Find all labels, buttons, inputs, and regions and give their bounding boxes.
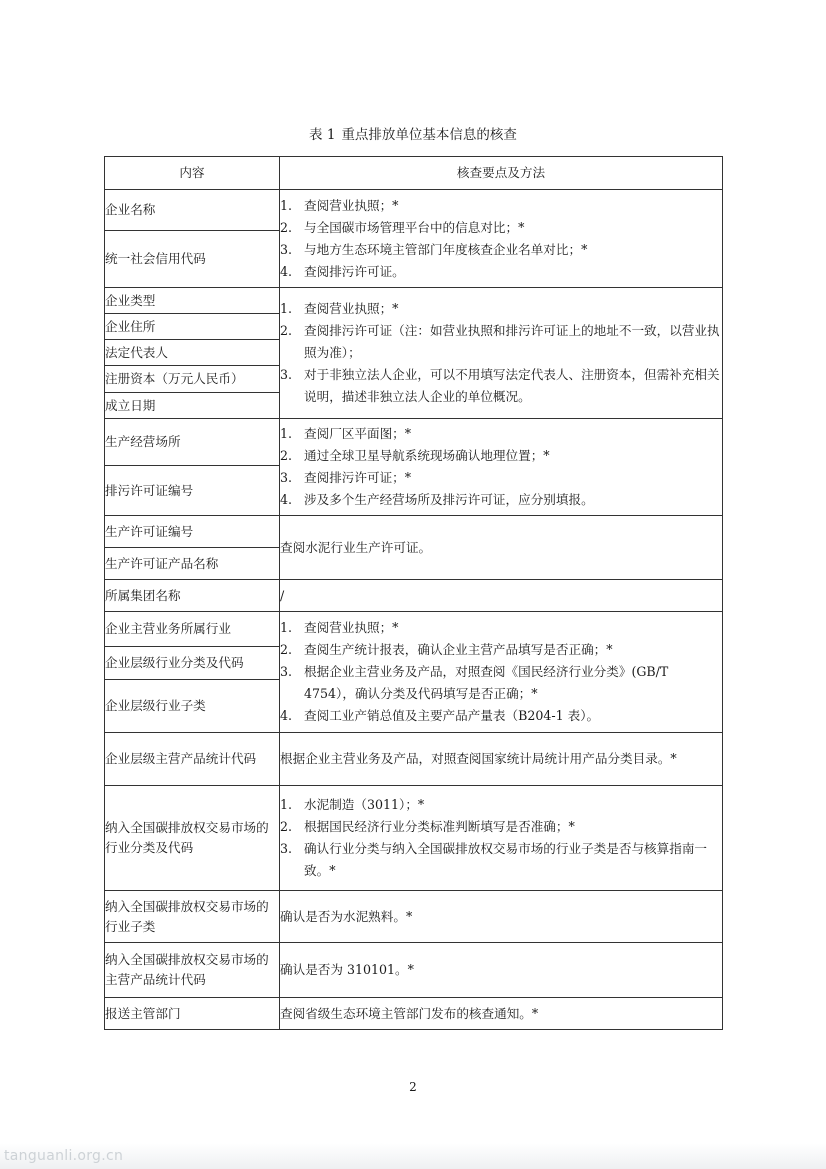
- item-text: 查阅生产统计报表，确认企业主营产品填写是否正确；*: [304, 642, 613, 657]
- item-number: 4.: [280, 263, 293, 279]
- method-cell-g8: [280, 786, 723, 891]
- method-item: [280, 816, 722, 838]
- method-item: [280, 261, 722, 283]
- item-number: 2.: [280, 219, 293, 235]
- header-content: 内容: [105, 157, 280, 190]
- method-item: [280, 217, 722, 239]
- method-item: [280, 423, 722, 445]
- row-label-pollutant-permit-no: 排污许可证编号: [105, 466, 280, 516]
- table-number: 表 1: [309, 127, 336, 143]
- table-title: 重点排放单位基本信息的核查: [341, 127, 517, 143]
- row-label-production-permit-product: 生产许可证产品名称: [105, 548, 280, 580]
- method-cell-g11: 查阅省级生态环境主管部门发布的核查通知。*: [280, 998, 723, 1030]
- item-text: 查阅排污许可证。: [304, 263, 405, 279]
- item-number: 3.: [280, 367, 293, 382]
- item-number: 3.: [280, 241, 293, 257]
- table-row: [105, 891, 723, 943]
- method-cell-g7: 根据企业主营业务及产品，对照查阅国家统计局统计用产品分类目录。*: [280, 733, 723, 786]
- item-number: 1.: [280, 426, 293, 441]
- header-method: 核查要点及方法: [280, 157, 723, 190]
- method-item: [280, 705, 722, 727]
- method-item: [280, 489, 722, 511]
- item-number: 3.: [280, 841, 293, 856]
- row-label-company-address: 企业住所: [105, 314, 280, 340]
- row-label-credit-code: 统一社会信用代码: [105, 231, 280, 288]
- method-cell-g3: [280, 419, 723, 516]
- method-item: [280, 364, 722, 408]
- table-row: [105, 943, 723, 998]
- item-number: 1.: [280, 197, 293, 213]
- row-label-carbon-market-industry-sub: 纳入全国碳排放权交易市场的行业子类: [105, 891, 280, 943]
- item-number: 4.: [280, 708, 293, 723]
- item-number: 2.: [280, 323, 293, 338]
- row-label-production-site: 生产经营场所: [105, 419, 280, 466]
- row-label-main-product-stat-code: 企业层级主营产品统计代码: [105, 733, 280, 786]
- row-label-main-business-industry: 企业主营业务所属行业: [105, 612, 280, 647]
- method-item: [280, 617, 722, 639]
- method-item: [280, 445, 722, 467]
- method-item: [280, 298, 722, 320]
- row-label-group-name: 所属集团名称: [105, 580, 280, 612]
- item-text: 查阅营业执照；*: [304, 301, 399, 316]
- item-text: 查阅排污许可证；*: [304, 470, 412, 485]
- item-number: 1.: [280, 301, 293, 316]
- method-item: [280, 838, 722, 882]
- watermark-text: tanguanli.org.cn: [4, 1148, 124, 1164]
- row-label-carbon-market-product-code: 纳入全国碳排放权交易市场的主营产品统计代码: [105, 943, 280, 998]
- method-cell-g5: /: [280, 580, 723, 612]
- row-label-company-type: 企业类型: [105, 288, 280, 314]
- row-label-enterprise-industry-sub: 企业层级行业子类: [105, 680, 280, 733]
- page-number: 2: [409, 1080, 417, 1094]
- table-row: [105, 580, 723, 612]
- table-row: [105, 786, 723, 891]
- table-row: [105, 419, 723, 466]
- table-row: [105, 612, 723, 647]
- item-text: 与地方生态环境主管部门年度核查企业名单对比；*: [304, 241, 588, 257]
- method-cell-g9: 确认是否为水泥熟料。*: [280, 891, 723, 943]
- method-item: [280, 320, 722, 364]
- method-item: [280, 195, 722, 217]
- header-row: [105, 157, 723, 190]
- item-text: 查阅营业执照；*: [304, 197, 399, 213]
- method-cell-g10: 确认是否为 310101。*: [280, 943, 723, 998]
- item-number: 4.: [280, 492, 293, 507]
- method-cell-g6: [280, 612, 723, 733]
- item-number: 1.: [280, 797, 293, 812]
- item-number: 2.: [280, 448, 293, 463]
- item-text: 查阅营业执照；*: [304, 620, 399, 635]
- table-row: [105, 733, 723, 786]
- item-text: 与全国碳市场管理平台中的信息对比；*: [304, 219, 525, 235]
- item-text: 涉及多个生产经营场所及排污许可证，应分别填报。: [304, 492, 594, 507]
- method-cell-g1: [280, 190, 723, 288]
- method-item: [280, 639, 722, 661]
- row-label-carbon-market-industry-code: 纳入全国碳排放权交易市场的行业分类及代码: [105, 786, 280, 891]
- item-number: 3.: [280, 470, 293, 485]
- item-number: 1.: [280, 620, 293, 635]
- table-row: [105, 998, 723, 1030]
- item-text: 查阅排污许可证（注：如营业执照和排污许可证上的地址不一致，以营业执照为准）；: [304, 323, 720, 360]
- row-label-production-permit-no: 生产许可证编号: [105, 516, 280, 548]
- method-list: [280, 298, 722, 408]
- item-text: 查阅厂区平面图；*: [304, 426, 412, 441]
- table-row: [105, 190, 723, 231]
- method-item: [280, 794, 722, 816]
- row-label-reporting-department: 报送主管部门: [105, 998, 280, 1030]
- item-text: 对于非独立法人企业，可以不用填写法定代表人、注册资本，但需补充相关说明，描述非独立法人企业的单位概况。: [304, 367, 720, 404]
- row-label-registered-capital: 注册资本（万元人民币）: [105, 366, 280, 393]
- item-text: 通过全球卫星导航系统现场确认地理位置；*: [304, 448, 550, 463]
- method-list: [280, 195, 722, 283]
- verification-table: [104, 156, 723, 1030]
- method-item: [280, 239, 722, 261]
- item-text: 水泥制造（3011）；*: [304, 797, 425, 812]
- table-row: [105, 288, 723, 314]
- table-row: [105, 516, 723, 548]
- method-item: [280, 467, 722, 489]
- item-text: 查阅工业产销总值及主要产品产量表（B204-1 表）。: [304, 708, 600, 723]
- row-label-company-name: 企业名称: [105, 190, 280, 231]
- item-text: 确认行业分类与纳入全国碳排放权交易市场的行业子类是否与核算指南一致。*: [304, 841, 707, 878]
- page-fold-shadow: [0, 1143, 826, 1169]
- item-number: 2.: [280, 819, 293, 834]
- row-label-founding-date: 成立日期: [105, 393, 280, 419]
- item-text: 根据国民经济行业分类标准判断填写是否准确；*: [304, 819, 575, 834]
- table-caption: [0, 126, 826, 144]
- row-label-enterprise-industry-code: 企业层级行业分类及代码: [105, 647, 280, 680]
- item-number: 2.: [280, 642, 293, 657]
- method-item: [280, 661, 722, 705]
- method-cell-g2: [280, 288, 723, 419]
- method-list: [280, 617, 722, 727]
- item-text: 根据企业主营业务及产品，对照查阅《国民经济行业分类》(GB/T 4754），确认分类及代码填写是否正确；*: [304, 664, 669, 701]
- row-label-legal-rep: 法定代表人: [105, 340, 280, 366]
- method-list: [280, 794, 722, 882]
- method-cell-g4: 查阅水泥行业生产许可证。: [280, 516, 723, 580]
- item-number: 3.: [280, 664, 293, 679]
- method-list: [280, 423, 722, 511]
